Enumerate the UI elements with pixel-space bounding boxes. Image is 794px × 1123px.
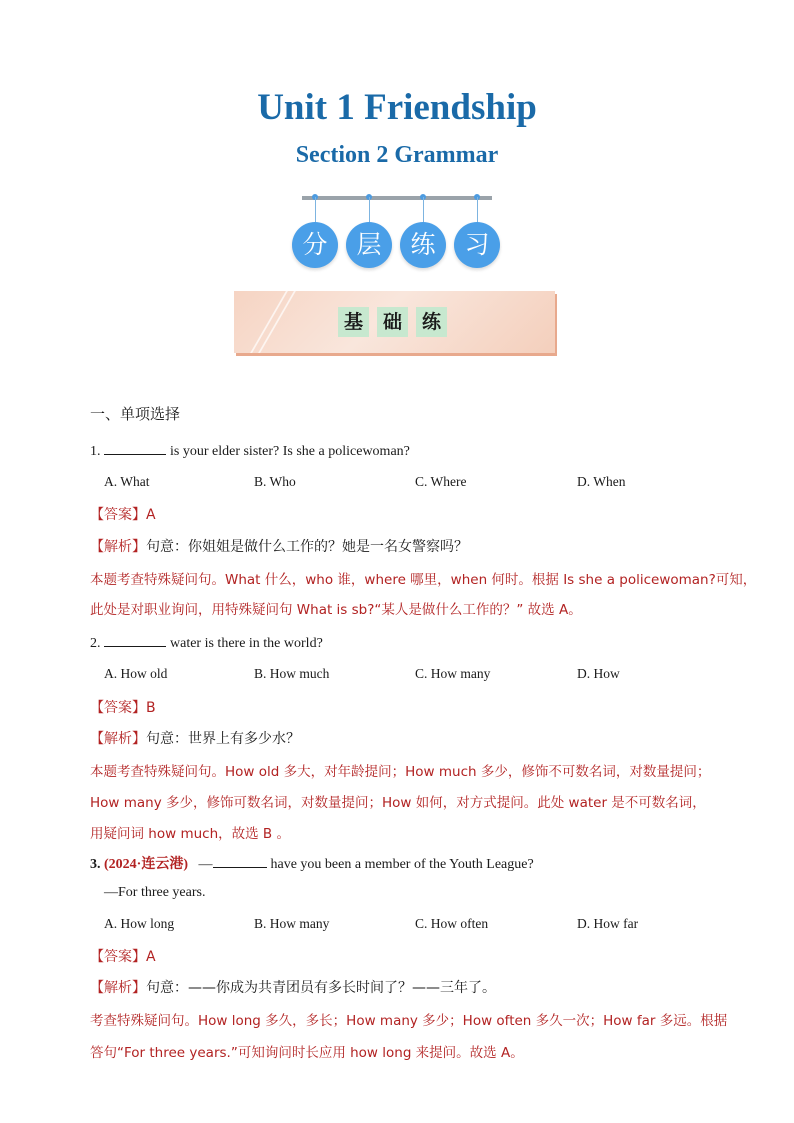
answer-value: A [146, 949, 156, 965]
analysis-text: 句意：世界上有多少水？ [146, 731, 300, 747]
explanation-line: 本题考查特殊疑问句。What 什么，who 谁，where 哪里，when 何时。根据 Is she a policewoman?可知， [90, 572, 757, 588]
answer-label: 【答案】 [90, 949, 146, 965]
hanger-string [369, 197, 370, 223]
dialogue-dash: — [198, 857, 213, 872]
banner-char: 练 [416, 307, 447, 337]
option-d: D. How far [577, 916, 639, 931]
section-heading: 一、单项选择 [90, 405, 181, 423]
circle-char: 分 [292, 222, 338, 268]
analysis-text: 句意：你姐姐是做什么工作的？她是一名女警察吗？ [146, 539, 468, 555]
question-source: (2024·连云港) [104, 857, 188, 872]
answer-blank [104, 635, 166, 647]
banner-stripe [258, 291, 296, 353]
page-title: Unit 1 Friendship [257, 87, 537, 128]
hanger-string [477, 197, 478, 223]
answer-value: A [146, 507, 156, 523]
banner-char: 基 [338, 307, 369, 337]
answer-line [90, 946, 156, 966]
reply-line: —For three years. [104, 885, 206, 900]
hanger-bar [302, 196, 492, 200]
analysis-label: 【解析】 [90, 980, 146, 996]
option-b: B. How many [254, 916, 330, 931]
option-a: A. How old [104, 666, 168, 681]
hanger-string [315, 197, 316, 223]
question-2 [90, 635, 323, 652]
answer-label: 【答案】 [90, 700, 146, 716]
analysis-text: 句意：——你成为共青团员有多长时间了？——三年了。 [146, 980, 496, 996]
question-text: is your elder sister? Is she a policewoman? [170, 444, 410, 459]
explanation-line: How many 多少，修饰可数名词，对数量提问；How 如何，对方式提问。此处 water 是不可数名词， [90, 795, 706, 811]
answer-line [90, 697, 156, 717]
analysis-label: 【解析】 [90, 539, 146, 555]
circle-char: 练 [400, 222, 446, 268]
option-c: C. Where [415, 474, 467, 489]
option-a: A. How long [104, 916, 175, 931]
option-d: D. When [577, 474, 626, 489]
option-b: B. Who [254, 474, 296, 489]
explanation-line: 答句“For three years.”可知询问时长应用 how long 来提问。故选 A。 [90, 1045, 524, 1061]
analysis-line [90, 536, 468, 556]
question-number: 3. [90, 857, 101, 872]
answer-label: 【答案】 [90, 507, 146, 523]
question-3 [90, 853, 534, 873]
answer-value: B [146, 700, 156, 716]
analysis-line [90, 977, 496, 997]
question-text: have you been a member of the Youth League? [270, 857, 534, 872]
answer-blank [104, 443, 166, 455]
option-d: D. How [577, 666, 620, 681]
option-c: C. How often [415, 916, 489, 931]
question-text: water is there in the world? [170, 636, 323, 651]
analysis-label: 【解析】 [90, 731, 146, 747]
explanation-line: 此处是对职业询问，用特殊疑问句 What is sb?“某人是做什么工作的？” 故选 A。 [90, 602, 582, 618]
hanger-string [423, 197, 424, 223]
option-c: C. How many [415, 666, 491, 681]
banner-stripe [250, 291, 288, 353]
circle-char: 层 [346, 222, 392, 268]
question-number: 2. [90, 636, 101, 651]
analysis-line [90, 728, 300, 748]
option-b: B. How much [254, 666, 330, 681]
question-1 [90, 443, 410, 460]
level-banner [234, 291, 555, 353]
answer-blank [213, 856, 267, 868]
explanation-line: 本题考查特殊疑问句。How old 多大，对年龄提问；How much 多少，修饰不可数名词，对数量提问； [90, 764, 711, 780]
answer-line [90, 504, 156, 524]
question-number: 1. [90, 444, 101, 459]
banner-char: 础 [377, 307, 408, 337]
option-a: A. What [104, 474, 150, 489]
explanation-line: 考查特殊疑问句。How long 多久，多长；How many 多少；How often 多久一次；How far 多远。根据 [90, 1013, 728, 1029]
circle-char: 习 [454, 222, 500, 268]
page-subtitle: Section 2 Grammar [295, 142, 499, 168]
explanation-line: 用疑问词 how much，故选 B 。 [90, 826, 290, 842]
